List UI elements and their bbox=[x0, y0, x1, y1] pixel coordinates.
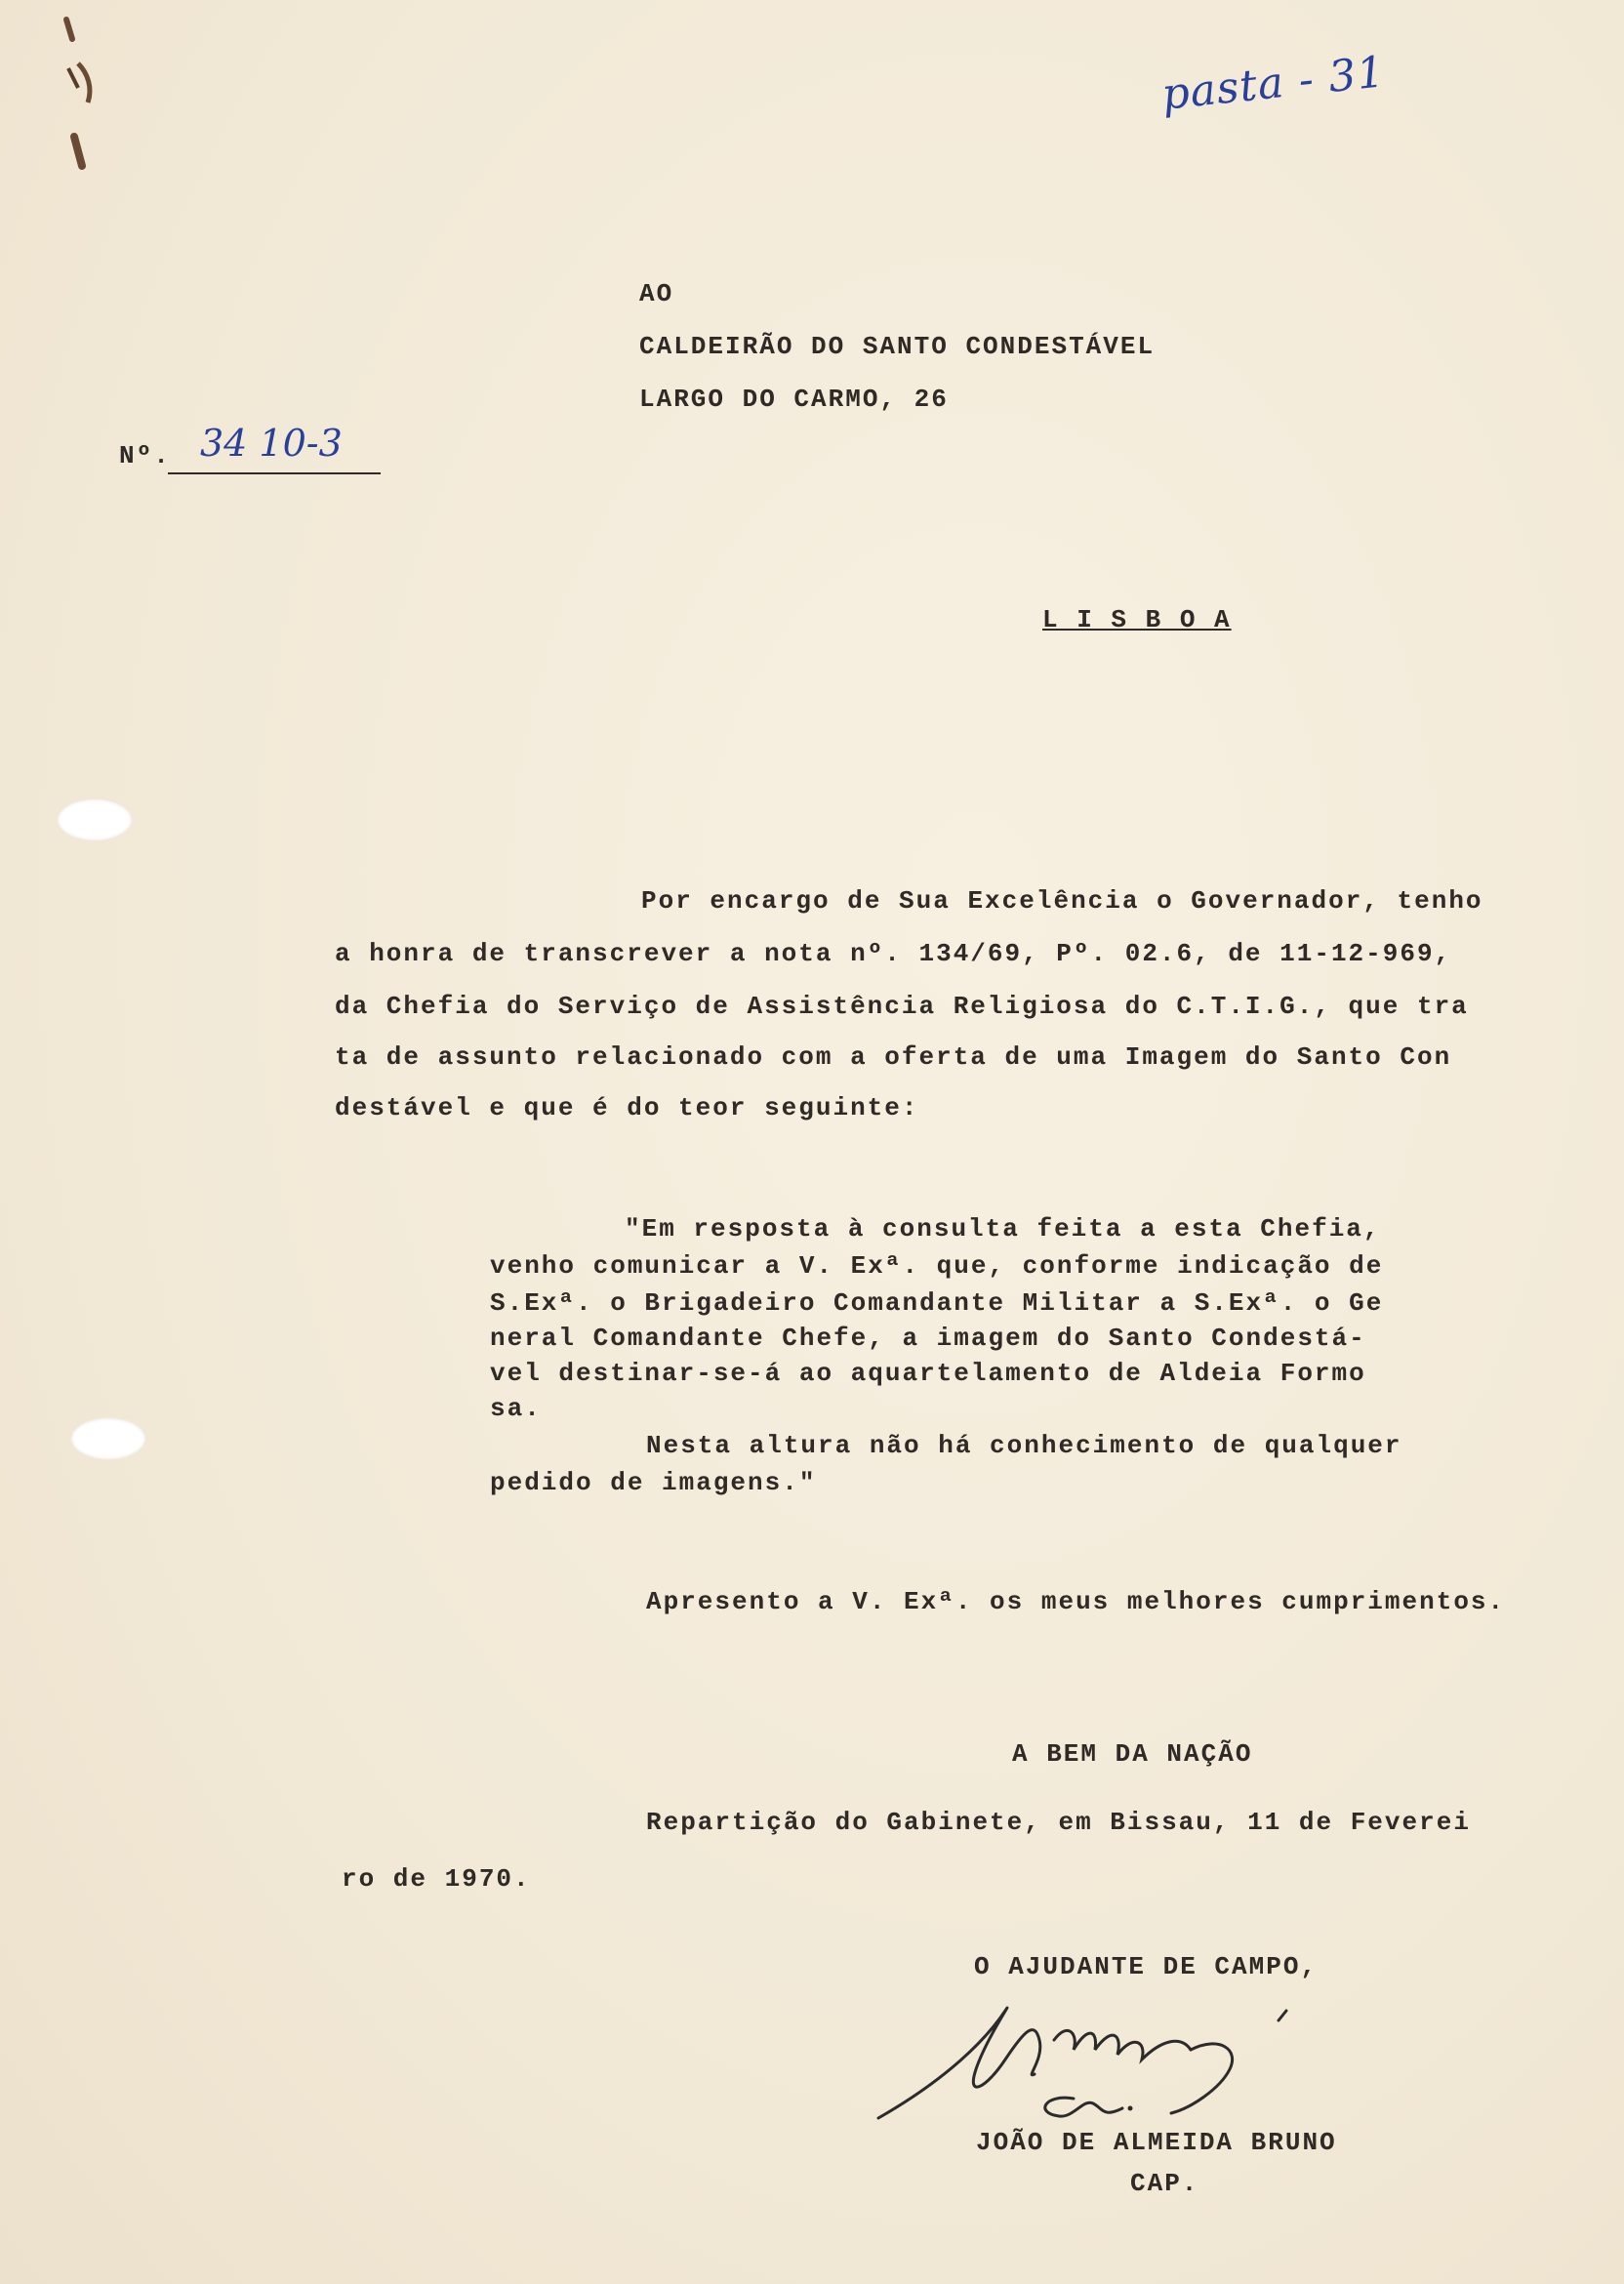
reference-label: Nº. bbox=[119, 441, 171, 470]
signature-name: JOÃO DE ALMEIDA BRUNO bbox=[976, 2128, 1337, 2157]
signature-rank: CAP. bbox=[1130, 2169, 1199, 2198]
paragraph-line-3: da Chefia do Serviço de Assistência Religiosa do C.T.I.G., que tra bbox=[335, 992, 1469, 1021]
reference-handwritten-number: 34 10-3 bbox=[200, 422, 343, 465]
quote-line-4: neral Comandante Chefe, a imagem do Santo Condestá- bbox=[490, 1324, 1366, 1353]
paragraph-line-5: destável e que é do teor seguinte: bbox=[335, 1093, 919, 1122]
reference-underline bbox=[168, 472, 381, 474]
staple-marks bbox=[39, 10, 117, 176]
address-street: LARGO DO CARMO, 26 bbox=[639, 385, 949, 414]
paragraph-line-4: ta de assunto relacionado com a oferta de uma Imagem do Santo Con bbox=[335, 1042, 1452, 1072]
place-date-line-1: Repartição do Gabinete, em Bissau, 11 de Feverei bbox=[646, 1808, 1471, 1837]
punch-hole-top bbox=[57, 798, 133, 841]
motto: A BEM DA NAÇÃO bbox=[1012, 1739, 1253, 1769]
address-city: L I S B O A bbox=[1042, 605, 1232, 634]
address-to: AO bbox=[639, 279, 674, 308]
corner-handwritten-note: pasta - 31 bbox=[1158, 47, 1388, 120]
quote-line-2: venho comunicar a V. Exª. que, conforme indicação de bbox=[490, 1251, 1384, 1281]
quote-line-3: S.Exª. o Brigadeiro Comandante Militar a S.Exª. o Ge bbox=[490, 1288, 1384, 1318]
signature-title: O AJUDANTE DE CAMPO, bbox=[974, 1952, 1319, 1981]
paragraph-line-1: Por encargo de Sua Excelência o Governador, tenho bbox=[641, 886, 1483, 916]
punch-hole-bottom bbox=[70, 1417, 146, 1460]
quote-line-8: pedido de imagens." bbox=[490, 1468, 817, 1497]
handwritten-signature bbox=[869, 1981, 1396, 2138]
address-recipient: CALDEIRÃO DO SANTO CONDESTÁVEL bbox=[639, 332, 1156, 361]
quote-line-7: Nesta altura não há conhecimento de qualquer bbox=[646, 1431, 1402, 1460]
closing-line: Apresento a V. Exª. os meus melhores cumprimentos. bbox=[646, 1587, 1506, 1616]
quote-line-5: vel destinar-se-á ao aquartelamento de Aldeia Formo bbox=[490, 1359, 1366, 1388]
quote-line-1: "Em resposta à consulta feita a esta Chefia, bbox=[625, 1214, 1381, 1244]
quote-line-6: sa. bbox=[490, 1394, 542, 1423]
place-date-line-2: ro de 1970. bbox=[342, 1864, 531, 1894]
paragraph-line-2: a honra de transcrever a nota nº. 134/69, Pº. 02.6, de 11-12-969, bbox=[335, 939, 1452, 968]
